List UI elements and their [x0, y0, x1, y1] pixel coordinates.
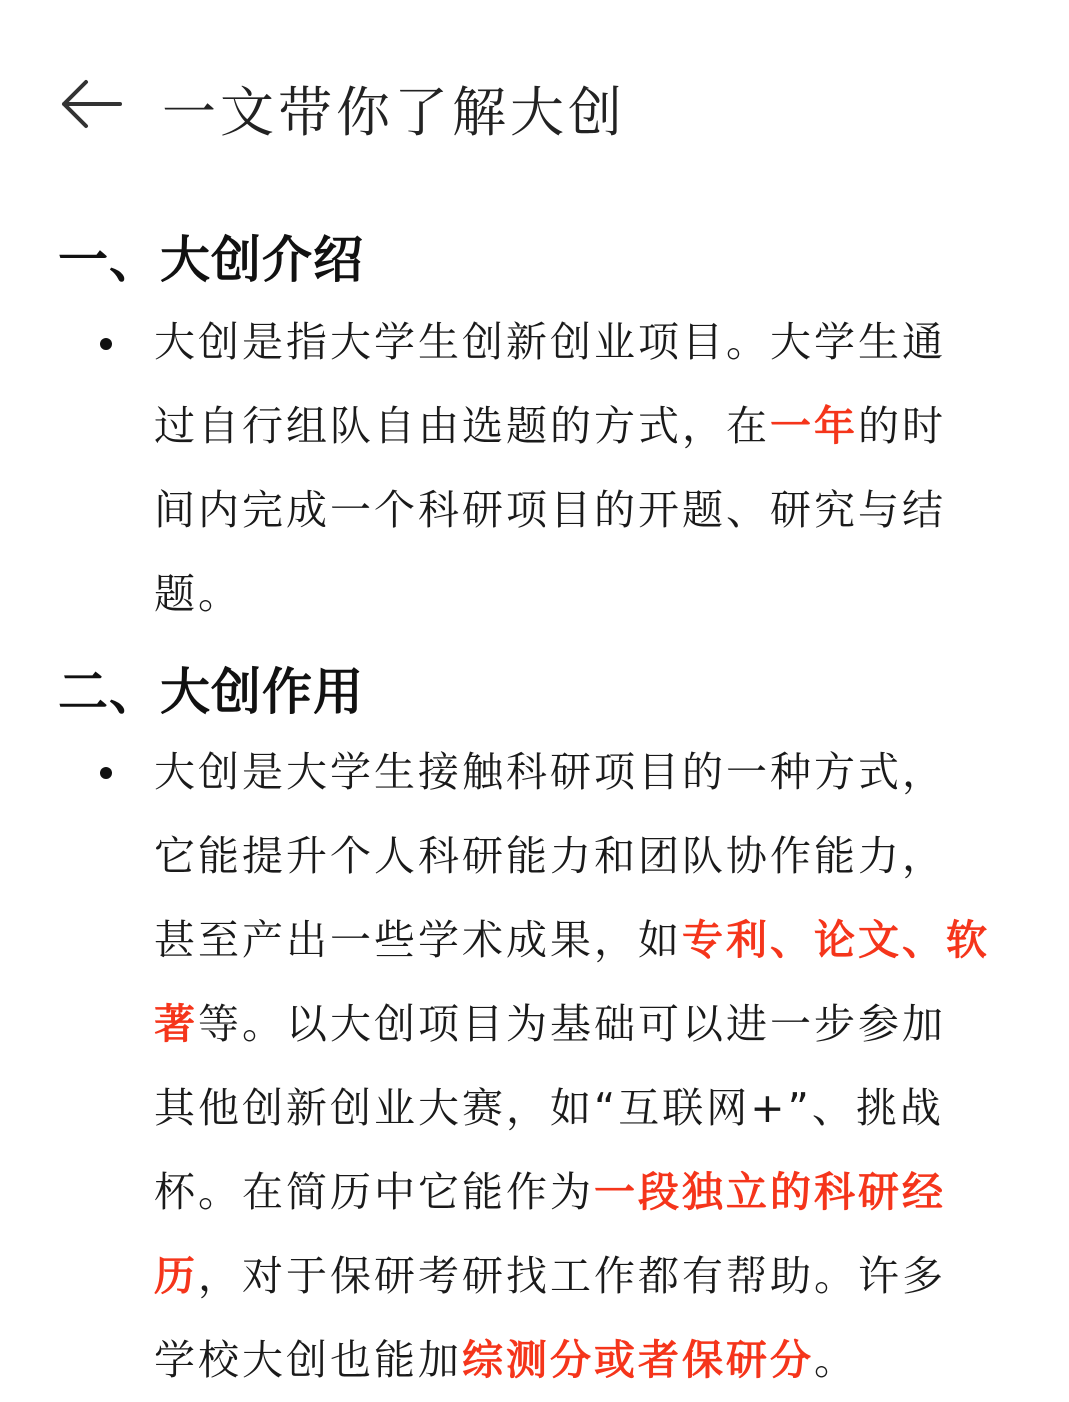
back-button[interactable]: [56, 74, 128, 134]
bullet-dot: [100, 338, 112, 350]
highlighted-text: 著: [154, 1000, 198, 1048]
section-heading-function: 二、大创作用: [58, 663, 364, 721]
paragraph-line: [154, 1318, 1014, 1402]
section-heading-intro: 一、大创介绍: [58, 231, 364, 289]
body-text: 大创是指大学生创新创业项目。大学生通: [154, 318, 946, 366]
body-text: 甚至产出一些学术成果，如: [154, 916, 682, 964]
bullet-dot: [100, 767, 112, 779]
paragraph-line: [154, 468, 1014, 552]
arrow-left-icon: [56, 74, 128, 134]
body-text: 。: [814, 1336, 858, 1384]
body-text: 题。: [154, 570, 242, 618]
highlighted-text: 专利、论文、软: [682, 916, 990, 964]
paragraph-line: [154, 300, 1014, 384]
paragraph-line: [154, 552, 1014, 636]
paragraph-line: [154, 1234, 1014, 1318]
highlighted-text: 综测分或者保研分: [462, 1336, 814, 1384]
paragraph-line: [154, 1150, 1014, 1234]
highlighted-text: 一年: [770, 402, 858, 450]
paragraph-line: [154, 982, 1014, 1066]
paragraph-line: [154, 730, 1014, 814]
body-text: 间内完成一个科研项目的开题、研究与结: [154, 486, 946, 534]
body-text: 其他创新创业大赛，如“互联网+”、挑战: [154, 1084, 944, 1132]
paragraph-function: [154, 730, 1014, 1402]
paragraph-line: [154, 898, 1014, 982]
paragraph-line: [154, 1066, 1014, 1150]
body-text: 等。以大创项目为基础可以进一步参加: [198, 1000, 946, 1048]
body-text: 过自行组队自由选题的方式，在: [154, 402, 770, 450]
body-text: 杯。在简历中它能作为: [154, 1168, 594, 1216]
body-text: 它能提升个人科研能力和团队协作能力，: [154, 832, 946, 880]
body-text: 的时: [858, 402, 946, 450]
body-text: 学校大创也能加: [154, 1336, 462, 1384]
highlighted-text: 历: [154, 1252, 198, 1300]
highlighted-text: 一段独立的科研经: [594, 1168, 946, 1216]
paragraph-line: [154, 814, 1014, 898]
body-text: 大创是大学生接触科研项目的一种方式，: [154, 748, 946, 796]
page-title: 一文带你了解大创: [162, 81, 626, 144]
top-bar: [0, 58, 1069, 158]
paragraph-line: [154, 384, 1014, 468]
body-text: ，对于保研考研找工作都有帮助。许多: [198, 1252, 946, 1300]
paragraph-intro: [154, 300, 1014, 636]
